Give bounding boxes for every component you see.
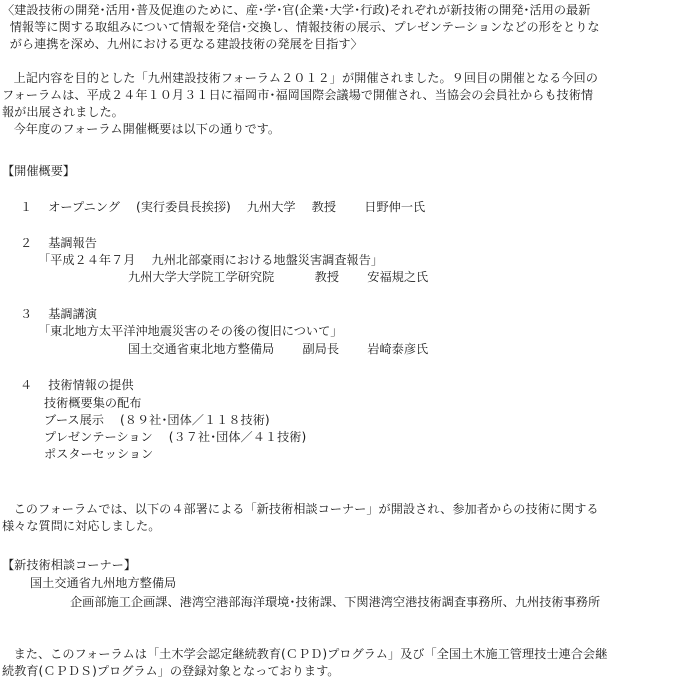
keynote-lecture-title: 「東北地方太平洋沖地震災害のその後の復旧について」 xyxy=(38,324,343,338)
tech-info-list xyxy=(44,395,306,463)
program-item-opening: １ オープニング (実行委員長挨拶) 九州大学 教授 日野伸一氏 xyxy=(20,200,426,214)
consult-organization: 国土交通省九州地方整備局 xyxy=(30,576,177,590)
list-item: 技術概要集の配布 xyxy=(44,396,142,410)
intro-line: 情報等に関する取組みについて情報を発信･交換し、情報技術の展示、プレゼンテーションなどの形をとりな xyxy=(2,20,600,34)
overview-heading: 【開催概要】 xyxy=(2,164,76,178)
paragraph-line: 報が出展されました。 xyxy=(2,105,124,119)
list-item: ポスターセッション xyxy=(44,447,154,461)
paragraph-line: また、このフォーラムは「土木学会認定継続教育(ＣＰＤ)プログラム」及び「全国土木施工管理技士連合会継 xyxy=(2,647,608,661)
program-item-keynote-report-heading: ２ 基調報告 xyxy=(20,236,97,250)
program-item-keynote-lecture-heading: ３ 基調講演 xyxy=(20,307,97,321)
consult-departments: 企画部施工企画課、港湾空港部海洋環境･技術課、下関港湾空港技術調査事務所、九州技術事務所 xyxy=(70,595,601,609)
consult-heading: 【新技術相談コーナー】 xyxy=(2,558,137,572)
keynote-report-speaker: 九州大学大学院工学研究院 教授 安福規之氏 xyxy=(128,270,429,284)
paragraph-line: 今年度のフォーラム開催概要は以下の通りです。 xyxy=(2,122,281,136)
paragraph-line: 上記内容を目的とした「九州建設技術フォーラム２０１２」が開催されました。９回目の開催となる今回の xyxy=(2,71,598,85)
paragraph-line: フォーラムは、平成２４年１０月３１日に福岡市･福岡国際会議場で開催され、当協会の会員社からも技術情 xyxy=(2,88,594,102)
list-item: ブース展示 (８９社･団体／１１８技術) xyxy=(44,413,270,427)
cpd-paragraph xyxy=(2,646,607,680)
intro-paragraph xyxy=(2,70,598,138)
paragraph-line: このフォーラムでは、以下の４部署による「新技術相談コーナー」が開設され、参加者からの技術に関する xyxy=(2,502,599,516)
program-item-tech-info-heading: ４ 技術情報の提供 xyxy=(20,378,134,392)
intro-line: がら連携を深め、九州における更なる建設技術の発展を目指す〉 xyxy=(2,37,363,51)
consultation-paragraph xyxy=(2,501,599,535)
keynote-lecture-speaker: 国土交通省東北地方整備局 副局長 岩崎泰彦氏 xyxy=(128,342,429,356)
paragraph-line: 続教育(ＣＰＤＳ)プログラム」の登録対象となっております。 xyxy=(2,664,340,678)
intro-statement xyxy=(2,2,600,53)
list-item: プレゼンテーション (３７社･団体／４１技術) xyxy=(44,430,307,444)
keynote-report-title: 「平成２４年７月 九州北部豪雨における地盤災害調査報告」 xyxy=(38,253,384,267)
paragraph-line: 様々な質問に対応しました。 xyxy=(2,519,161,533)
intro-line: 〈建設技術の開発･活用･普及促進のために、産･学･官(企業･大学･行政)それぞれが新技術の開発･活用の最新 xyxy=(2,3,591,17)
